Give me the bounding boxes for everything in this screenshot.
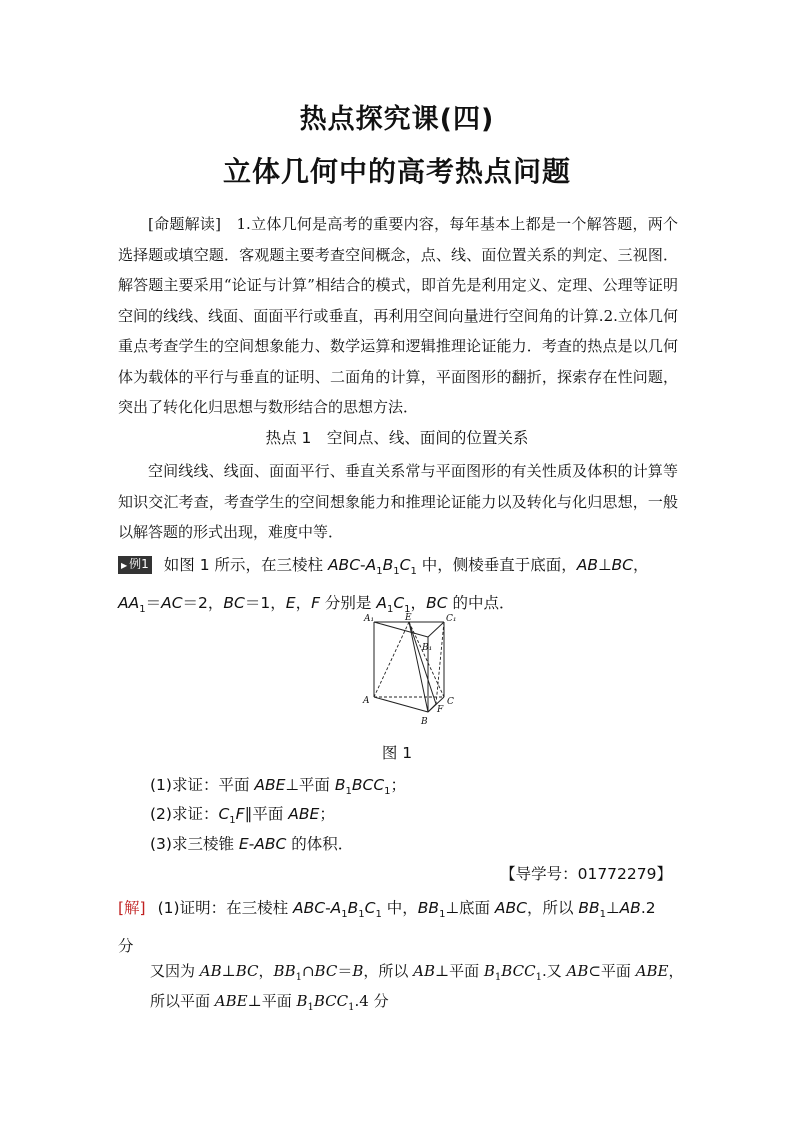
example-badge: ▶ 例1 xyxy=(118,556,152,574)
intro-text: 1.立体几何是高考的重要内容，每年基本上都是一个解答题，两个选择题或填空题．客观题主要考查空间概念，点、线、面位置关系的判定、三视图．解答题主要采用“论证与计算”相结合的模式，即首先是利用定义、定理、公理等证明空间的线线、线面、面面平行或垂直，再利用空间向量进行空间角的计算.2.立体几何重点考查学生的空间想象能力、数学运算和逻辑推理论证能力．考查的热点是以几何体为载体的平行与垂直的证明、二面角的计算，平面图形的翻折，探索存在性问题，突出了转化化归思想与数形结合的思想方法． xyxy=(118,215,678,416)
solution-line-3: 所以平面 ABE⊥平面 $B_1BCC_1.4$ 分 xyxy=(150,992,389,1013)
section-heading: 热点 1 空间点、线、面间的位置关系 xyxy=(265,429,529,447)
solution-part1: [解] (1)证明：在三棱柱 ABC-$A_1B_1C_1$ 中，$BB_1\perp$底面 ABC，所以 $BB_1\perp AB.2$ 分 xyxy=(118,899,656,955)
figure-caption: 图 1 xyxy=(381,744,413,762)
question-1: (1)求证：平面 ABE⊥平面 $B_1BCC_1$； xyxy=(150,776,407,798)
question-3: (3)求三棱锥 E-ABC 的体积． xyxy=(150,835,354,853)
prism-figure xyxy=(360,612,460,727)
label-B: B xyxy=(421,717,428,727)
label-A1: A₁ xyxy=(364,614,375,624)
solution-label: [解] xyxy=(118,899,146,917)
question-2: (2)求证：$C_1F\parallel$平面 ABE； xyxy=(150,805,335,827)
section-paragraph: 空间线线、线面、面面平行、垂直关系常与平面图形的有关性质及体积的计算等知识交汇考查，考查学生的空间想象能力和推理论证能力以及转化与化归思想，一般以解答题的形式出现，难度中等． xyxy=(118,462,678,541)
label-E: E xyxy=(405,613,412,623)
page-subtitle: 立体几何中的高考热点问题 xyxy=(222,155,571,188)
label-B1: B₁ xyxy=(422,643,433,653)
intro-paragraph xyxy=(118,209,678,423)
example-statement: ▶ 例1 如图 1 所示，在三棱柱 ABC-$A_1B_1C_1$ 中，侧棱垂直于底面，AB⊥BC， $AA_1=AC=2$，BC＝1，E，F 分别是 $A_1C_1$，BC 的中点． xyxy=(118,550,678,625)
guide-number: 【导学号：01772279】 xyxy=(500,865,672,883)
intro-label: [命题解读] xyxy=(148,215,221,233)
solution-line-2: 又因为 AB⊥BC，$BB_1\cap BC=B$，所以 AB⊥平面 $B_1BCC_1$.又 AB⊂平面 ABE， xyxy=(150,962,684,983)
label-C1: C₁ xyxy=(446,614,457,624)
label-C: C xyxy=(447,697,454,707)
label-F: F xyxy=(437,705,444,715)
page-title: 热点探究课(四) xyxy=(299,104,495,135)
label-A: A xyxy=(363,696,370,706)
